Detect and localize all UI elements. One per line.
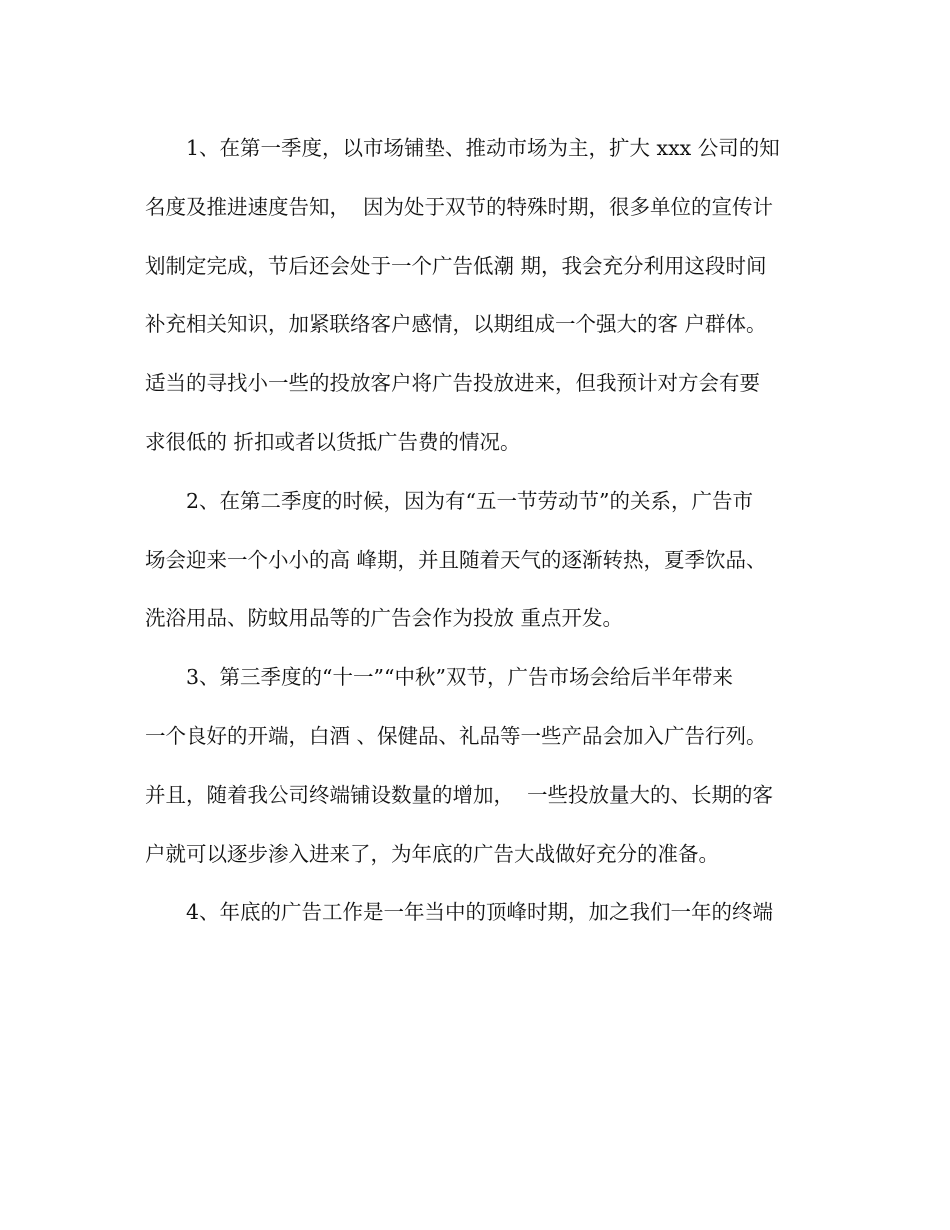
- paragraph-q1: [145, 119, 807, 472]
- paragraph-q3: [145, 648, 807, 883]
- text-line: 名度及推进速度告知， 因为处于双节的特殊时期，很多单位的宣传计: [145, 194, 774, 219]
- text-line: 求很低的 折扣或者以货抵广告费的情况。: [145, 429, 521, 454]
- text-line: 适当的寻找小一些的投放客户将广告投放进来，但我预计对方会有要: [145, 371, 760, 396]
- paragraph-q2: [145, 472, 807, 648]
- text-line: 2、在第二季度的时候，因为有“五一节劳动节”的关系，广告市: [186, 488, 754, 513]
- text-line: 一个良好的开端，白酒 、保健品、礼品等一些产品会加入广告行列。: [145, 723, 767, 748]
- text-line: 洗浴用品、防蚊用品等的广告会作为投放 重点开发。: [145, 606, 624, 631]
- text-line: 场会迎来一个小小的高 峰期，并且随着天气的逐渐转热，夏季饮品、: [145, 547, 767, 572]
- text-line: 4、年底的广告工作是一年当中的顶峰时期，加之我们一年的终端: [186, 900, 774, 925]
- text-line: 户就可以逐步渗入进来了，为年底的广告大战做好充分的准备。: [145, 841, 719, 866]
- document-body: [145, 119, 807, 942]
- text-line: 并且，随着我公司终端铺设数量的增加， 一些投放量大的、长期的客: [145, 782, 774, 807]
- text-line: 划制定完成，节后还会处于一个广告低潮 期，我会充分利用这段时间: [145, 253, 767, 278]
- text-line: 1、在第一季度，以市场铺垫、推动市场为主，扩大 xxx 公司的知: [186, 136, 780, 160]
- paragraph-q4: [145, 883, 807, 942]
- text-line: 补充相关知识，加紧联络客户感情，以期组成一个强大的客 户群体。: [145, 312, 767, 337]
- text-line: 3、第三季度的“十一”“中秋”双节，广告市场会给后半年带来: [186, 665, 733, 690]
